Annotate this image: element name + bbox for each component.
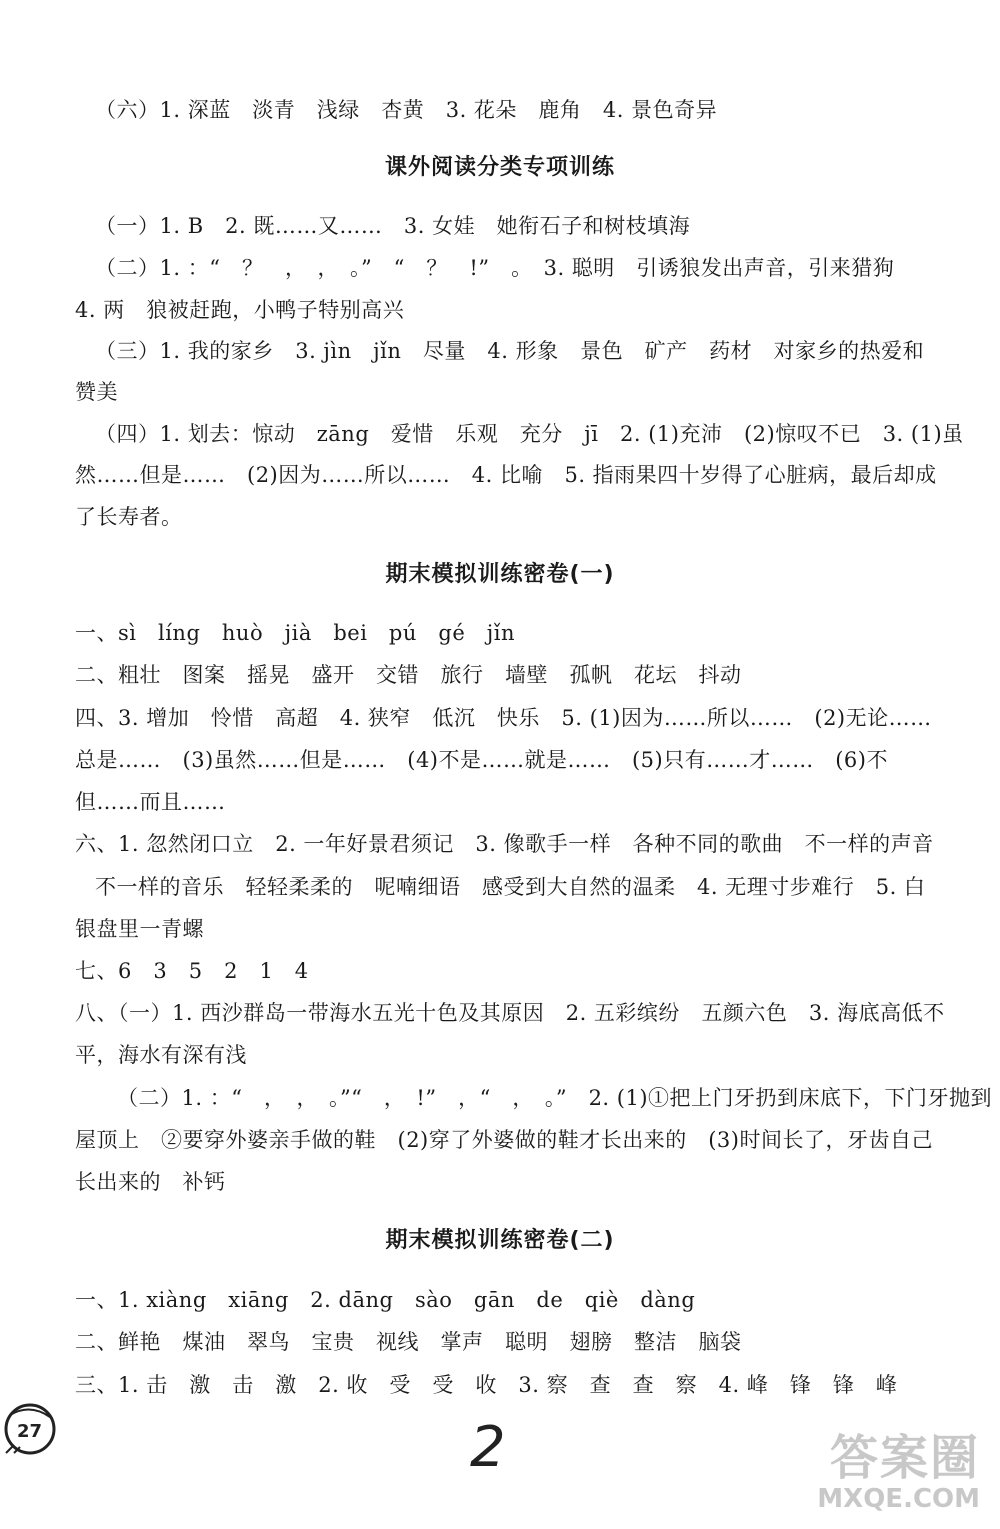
answer-line: 平，海水有深有浅 [75,1043,247,1067]
answer-line: （二）1. ：“ ？ ， ， 。” “ ？ !” 。 3. 聪明 引诱狼发出声音，引来猎狗 [95,256,895,280]
answer-line: 一、sì líng huò jià bei pú gé jǐn [75,621,516,645]
section-heading: 课外阅读分类专项训练 [384,155,615,180]
answer-line: 二、粗壮 图案 摇晃 盛开 交错 旅行 墙壁 孤帆 花坛 抖动 [75,663,742,687]
answer-line: （六）1. 深蓝 淡青 浅绿 杏黄 3. 花朵 鹿角 4. 景色奇异 [95,98,718,122]
answer-line: 六、1. 忽然闭口立 2. 一年好景君须记 3. 像歌手一样 各种不同的歌曲 不一样的声音 [75,832,934,856]
answer-line: 屋顶上 ②要穿外婆亲手做的鞋 (2)穿了外婆做的鞋才长出来的 (3)时间长了，牙齿自己 [75,1128,933,1152]
corner-page-number: 27 [17,1421,43,1442]
page-corner-badge [0,1395,70,1465]
section-heading: 期末模拟训练密卷(二) [385,1228,615,1253]
answer-line: 四、3. 增加 怜惜 高超 4. 狭窄 低沉 快乐 5. (1)因为……所以…… (2)无论…… [75,706,932,730]
answer-line: 赞美 [75,380,118,404]
answer-line: 银盘里一青螺 [75,917,204,941]
answer-line: 但……而且…… [75,790,226,814]
answer-line: 二、鲜艳 煤油 翠鸟 宝贵 视线 掌声 聪明 翅膀 整洁 脑袋 [75,1330,742,1354]
answer-line: （三）1. 我的家乡 3. jìn jǐn 尽量 4. 形象 景色 矿产 药材 对家乡的热爱和 [95,339,925,363]
answer-line: 七、6 3 5 2 1 4 [75,959,309,983]
watermark-en: MXQE.COM [817,1484,980,1514]
answer-line: 了长寿者。 [75,505,183,529]
handwritten-page-number: 2 [470,1415,506,1480]
site-watermark [760,1432,980,1522]
answer-line: 不一样的音乐 轻轻柔柔的 呢喃细语 感受到大自然的温柔 4. 无理寸步难行 5. 白 [95,875,926,899]
answer-line: 八、（一）1. 西沙群岛一带海水五光十色及其原因 2. 五彩缤纷 五颜六色 3. 海底高低不 [75,1001,945,1025]
answer-line: 三、1. 击 激 击 激 2. 收 受 受 收 3. 察 查 查 察 4. 峰 锋 锋 峰 [75,1373,898,1397]
answer-line: （二）1. ：“ ， ， 。”“ ， !” ，“ ， 。” 2. (1)①把上门牙扔到床底下，下门牙抛到 [117,1086,993,1110]
watermark-cn: 答案圈 [829,1430,980,1486]
answer-line: （一）1. B 2. 既……又…… 3. 女娃 她衔石子和树枝填海 [95,214,691,238]
answer-line: 4. 两 狼被赶跑，小鸭子特别高兴 [75,298,405,322]
answer-line: 一、1. xiàng xiāng 2. dāng sào gān de qiè dàng [75,1288,696,1312]
answer-line: 长出来的 补钙 [75,1170,226,1194]
answer-line: 然……但是…… (2)因为……所以…… 4. 比喻 5. 指雨果四十岁得了心脏病，最后却成 [75,463,937,487]
answer-line: 总是…… (3)虽然……但是…… (4)不是……就是…… (5)只有……才…… (6)不 [75,748,888,772]
answer-line: （四）1. 划去：惊动 zāng 爱惜 乐观 充分 jī 2. (1)充沛 (2)惊叹不已 3. (1)虽 [95,422,964,446]
section-heading: 期末模拟训练密卷(一) [385,562,615,587]
